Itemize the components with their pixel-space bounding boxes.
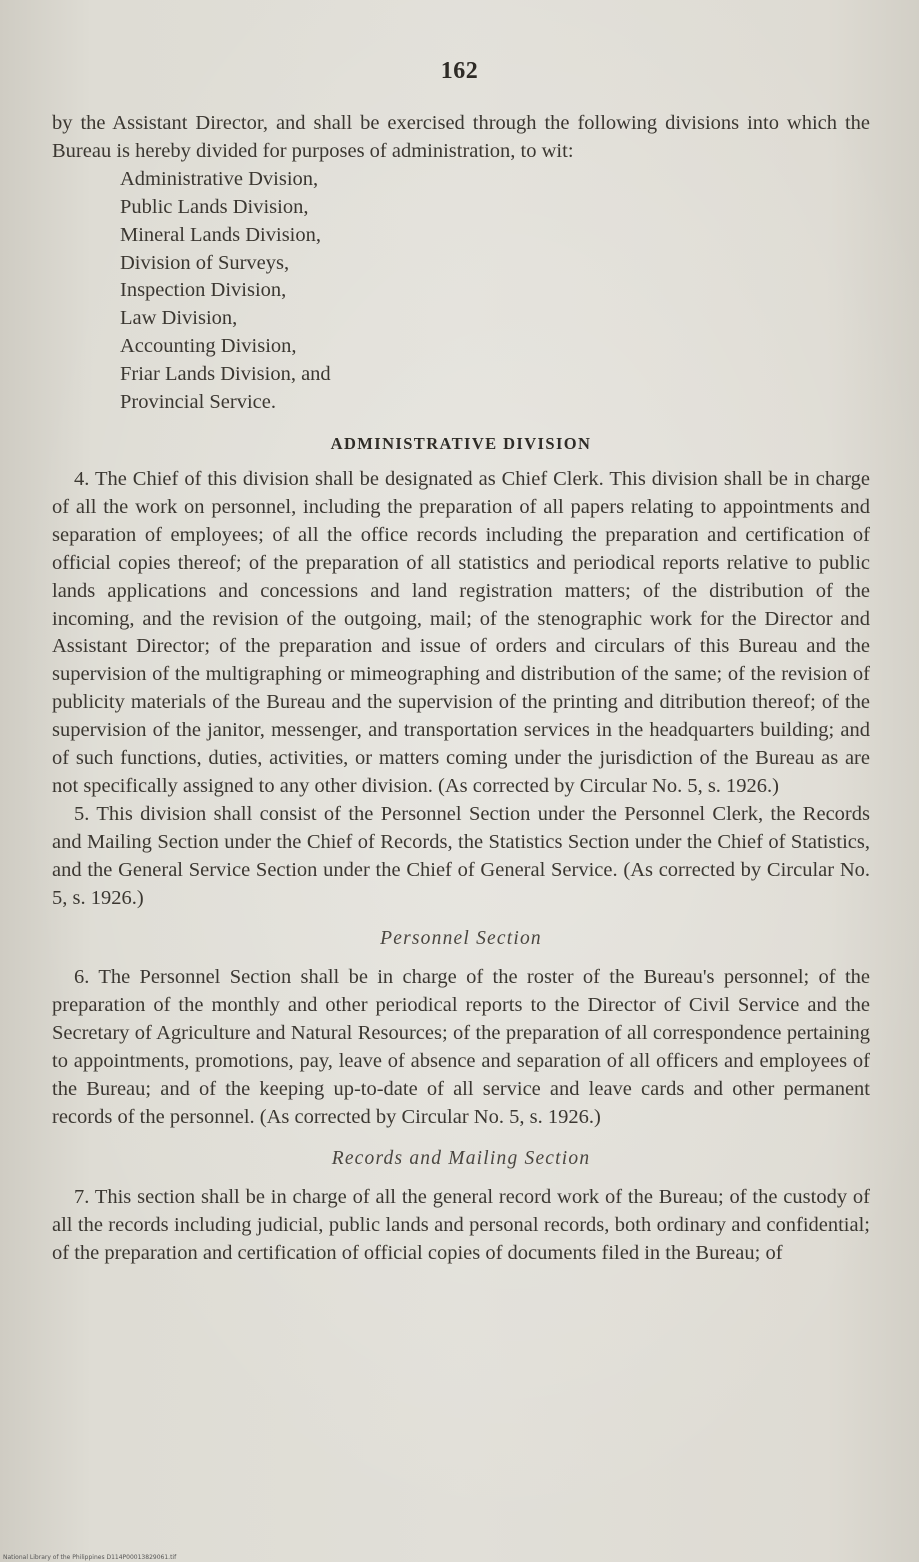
list-item: Public Lands Division,	[120, 195, 309, 218]
intro-paragraph: by the Assistant Director, and shall be exercised through the following divisions into which the Bureau is hereby divided for purposes of administration, to wit:	[52, 112, 870, 162]
paragraph-4: 4. The Chief of this division shall be designated as Chief Clerk. This division shall be in charge of all the work on personnel, including the preparation of all papers relating to appointments and separation of employees; of all the office records including the preparation and certification of official copies thereof; of the preparation of all statistics and periodical reports relative to public lands applications and concessions and land registration matters; of the distribution of the incoming, and the revision of the outgoing, mail; of the stenographic work for the Director and Assistant Director; of the preparation and issue of orders and circulars of this Bureau and the supervision of the multigraphing or mimeographing and distribution of the same; of the revision of publicity materials of the Bureau and the supervision of the printing and ditribution thereof; of the supervision of the janitor, messenger, and transportation services in the headquarters building; and of such functions, duties, activities, or matters coming under the jurisdiction of the Bureau as are not specifically assigned to any other division. (As corrected by Circular No. 5, s. 1926.)	[52, 467, 870, 797]
paragraph-5: 5. This division shall consist of the Personnel Section under the Personnel Clerk, the Records and Mailing Section under the Chief of Records, the Statistics Section under the Chief of Statistics, and the General Service Section under the Chief of General Service. (As corrected by Circular No. 5, s. 1926.)	[52, 802, 870, 909]
list-item: Inspection Division,	[120, 279, 287, 302]
paragraph-6: 6. The Personnel Section shall be in charge of the roster of the Bureau's personnel; of the preparation of the monthly and other periodical reports to the Director of Civil Service and the Secretary of Agriculture and Natural Resources; of the preparation of all correspondence pertaining to appointments, promotions, pay, leave of absence and separation of all officers and employees of the Bureau; and of the keeping up-to-date of all service and leave cards and other permanent records of the personnel. (As corrected by Circular No. 5, s. 1926.)	[52, 966, 870, 1128]
list-item: Division of Surveys,	[120, 251, 290, 274]
divisions-list	[52, 166, 870, 417]
section-heading-administrative: ADMINISTRATIVE DIVISION	[330, 433, 592, 453]
list-item: Mineral Lands Division,	[120, 223, 321, 246]
paragraph-7: 7. This section shall be in charge of all the general record work of the Bureau; of the custody of all the records including judicial, public lands and personal records, both ordinary and confidential; of the preparation and certification of official copies of documents filed in the Bureau; of	[52, 1185, 870, 1264]
list-item: Accounting Division,	[120, 335, 297, 358]
page-number: 162	[440, 58, 479, 84]
subheading-records-mailing-section: Records and Mailing Section	[331, 1147, 591, 1169]
scan-source-note: National Library of the Philippines D114P00013829061.tif	[3, 1554, 177, 1561]
subheading-personnel-section: Personnel Section	[380, 928, 542, 950]
list-item: Administrative Dvision,	[120, 167, 319, 190]
page-body	[52, 110, 870, 1268]
list-item: Friar Lands Division, and	[120, 363, 331, 386]
list-item: Law Division,	[120, 307, 238, 330]
list-item: Provincial Service.	[120, 391, 276, 414]
